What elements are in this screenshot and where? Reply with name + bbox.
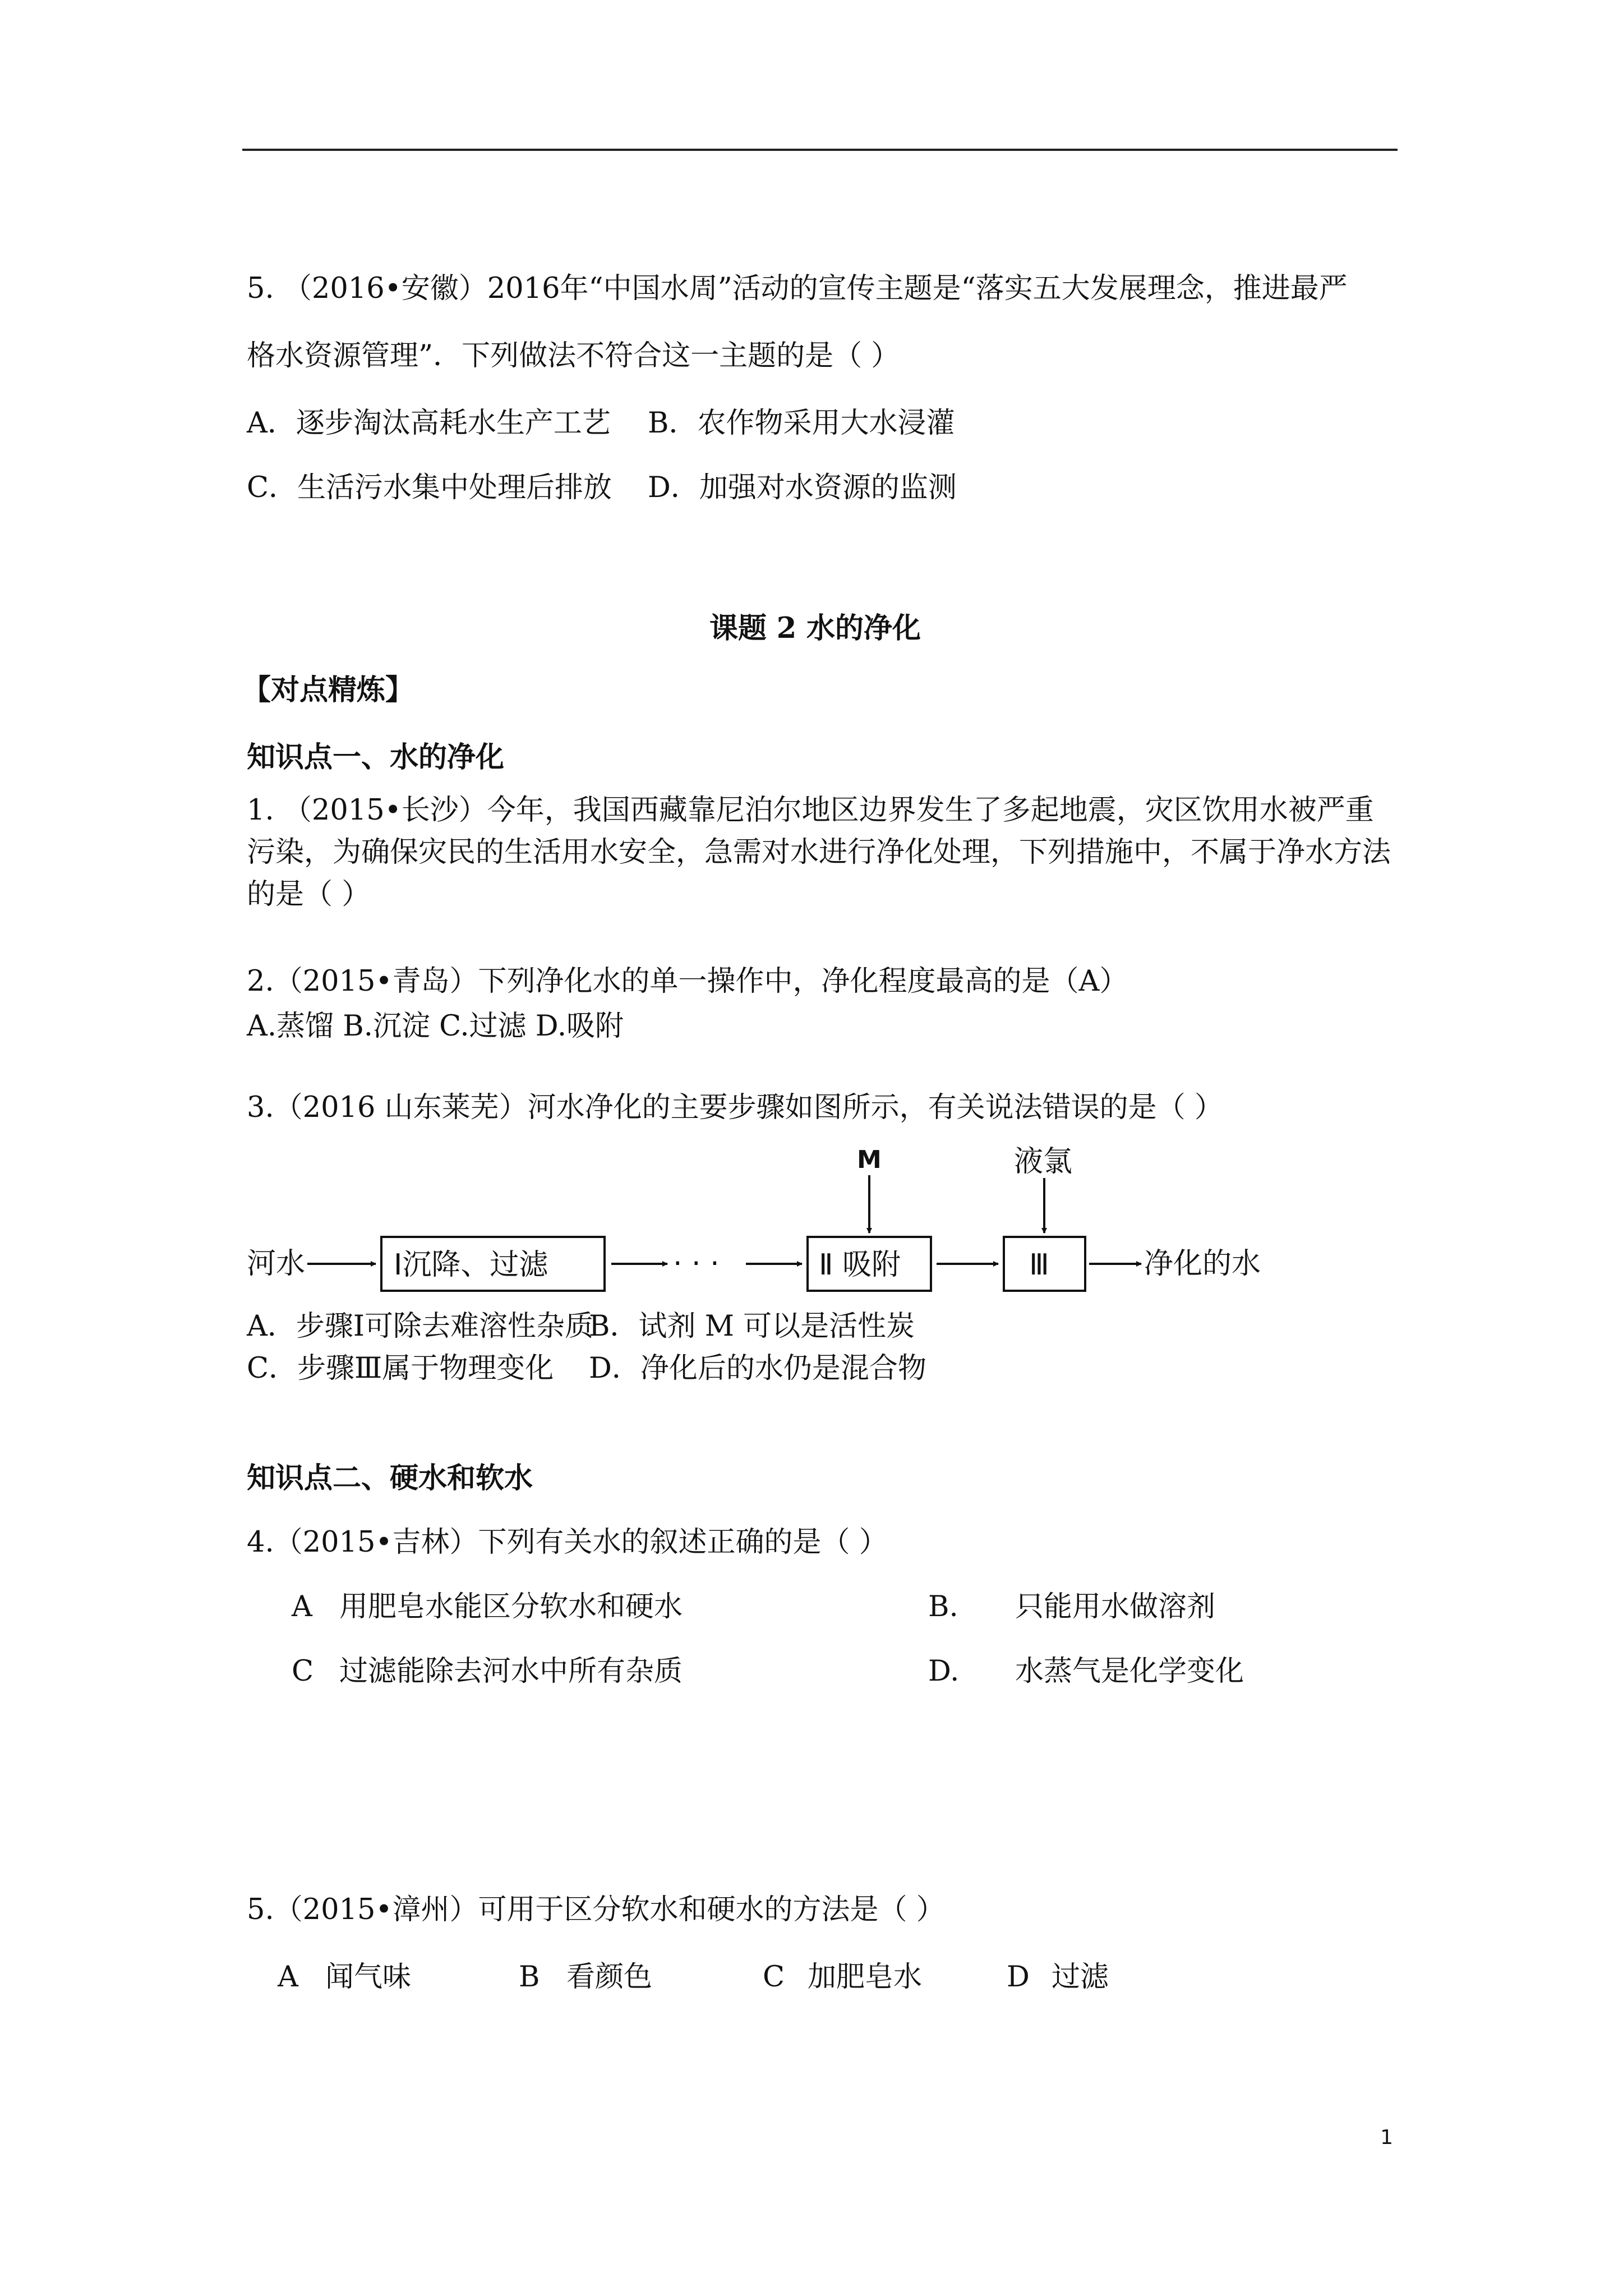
- q5-option-b: 看颜色: [566, 1961, 653, 1994]
- q5-prev-option-a: A．逐步淘汰高耗水生产工艺: [247, 407, 611, 440]
- q5-prev-option-b: B．农作物采用大水浸灌: [648, 407, 955, 440]
- q4-option-d: 水蒸气是化学变化: [1015, 1655, 1244, 1688]
- q3-option-c: C．步骤Ⅲ属于物理变化: [247, 1352, 554, 1385]
- diagram-reagent-chlorine: 液氯: [1014, 1145, 1073, 1179]
- q2-options: A.蒸馏 B.沉淀 C.过滤 D.吸附: [247, 1010, 624, 1043]
- q5-prev-line1: 5. （2016•安徽）2016年“中国水周”活动的宣传主题是“落实五大发展理念，推进最严: [247, 272, 1348, 305]
- q1-line2: 污染，为确保灾民的生活用水安全，急需对水进行净化处理，下列措施中，不属于净水方法: [247, 836, 1391, 869]
- page-number: 1: [1380, 2126, 1393, 2149]
- water-purification-diagram: [241, 1133, 1307, 1301]
- q4-option-c: 过滤能除去河水中所有杂质: [339, 1655, 683, 1688]
- q5-option-c-letter: C: [763, 1961, 785, 1994]
- q5-option-d-letter: D: [1007, 1961, 1030, 1994]
- diagram-step2-label: Ⅱ 吸附: [819, 1248, 901, 1282]
- q4-option-a-letter: A: [292, 1590, 312, 1623]
- q5-prev-line2: 格水资源管理”．下列做法不符合这一主题的是（ ）: [247, 339, 900, 372]
- diagram-dots: · · ·: [673, 1247, 720, 1281]
- q3-option-b: B．试剂 M 可以是活性炭: [589, 1310, 915, 1343]
- q5-prev-option-d: D．加强对水资源的监测: [648, 471, 957, 504]
- q5-line1: 5.（2015•漳州）可用于区分软水和硬水的方法是（ ）: [247, 1893, 945, 1926]
- q1-line1: 1. （2015•长沙）今年，我国西藏靠尼泊尔地区边界发生了多起地震，灾区饮用水被严重: [247, 794, 1374, 827]
- q4-option-d-letter: D.: [928, 1655, 960, 1688]
- q5-prev-option-c: C．生活污水集中处理后排放: [247, 471, 612, 504]
- q4-option-b: 只能用水做溶剂: [1015, 1590, 1216, 1623]
- diagram-step3-label: Ⅲ: [1029, 1248, 1049, 1282]
- q4-option-b-letter: B.: [928, 1590, 958, 1623]
- q3-option-d: D．净化后的水仍是混合物: [589, 1352, 926, 1385]
- q3-line1: 3.（2016 山东莱芜）河水净化的主要步骤如图所示，有关说法错误的是（ ）: [247, 1091, 1223, 1124]
- q5-option-c: 加肥皂水: [808, 1961, 923, 1994]
- q5-option-b-letter: B: [519, 1961, 540, 1994]
- diagram-input-label: 河水: [247, 1247, 306, 1281]
- practice-header: 【对点精炼】: [242, 673, 414, 707]
- q4-line1: 4.（2015•吉林）下列有关水的叙述正确的是（ ）: [247, 1526, 888, 1559]
- q5-option-d: 过滤: [1052, 1961, 1109, 1994]
- section-title: 课题 2 水的净化: [709, 611, 921, 645]
- q5-option-a: 闻气味: [325, 1961, 412, 1994]
- q5-option-a-letter: A: [278, 1961, 298, 1994]
- q1-line3: 的是（ ）: [247, 878, 371, 911]
- header-rule: [242, 149, 1398, 151]
- q4-option-c-letter: C: [292, 1655, 314, 1688]
- q3-option-a: A．步骤Ⅰ可除去难溶性杂质: [247, 1310, 593, 1343]
- q4-option-a: 用肥皂水能区分软水和硬水: [339, 1590, 683, 1623]
- kp2-title: 知识点二、硬水和软水: [247, 1461, 533, 1495]
- diagram-reagent-m: M: [857, 1145, 882, 1174]
- diagram-output-label: 净化的水: [1144, 1247, 1261, 1281]
- diagram-step1-label: Ⅰ沉降、过滤: [394, 1248, 548, 1282]
- kp1-title: 知识点一、水的净化: [247, 740, 505, 774]
- q2-line1: 2.（2015•青岛）下列净化水的单一操作中，净化程度最高的是（A）: [247, 965, 1128, 998]
